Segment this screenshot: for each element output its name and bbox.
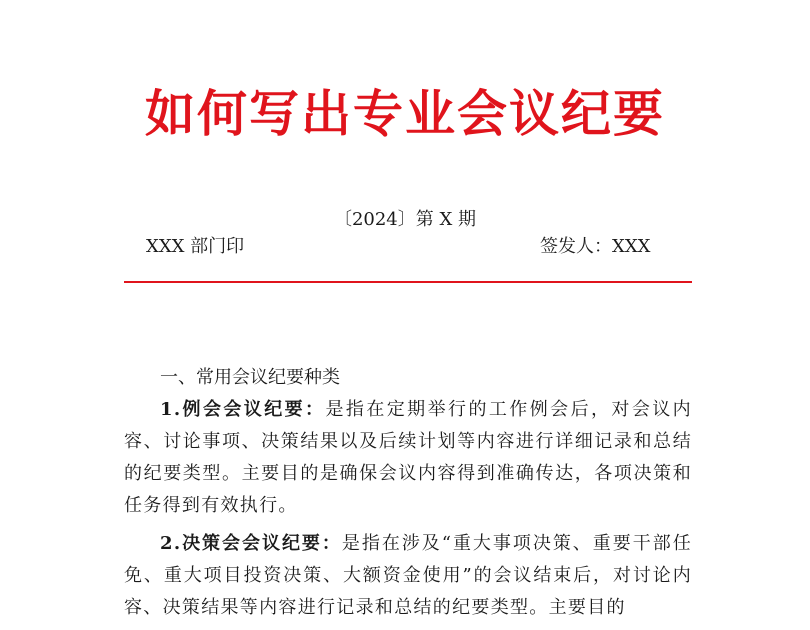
paragraph-lead: 1.例会会议纪要： [160,399,326,420]
section-heading: 一、常用会议纪要种类 [160,367,340,388]
paragraph-lead: 2.决策会会议纪要： [160,533,342,554]
paragraph-text: 是指在涉及“重大事项决策、重要干部任免、重大项目投资决策、大额资金使用”的会议结束后，对讨论内容、决策结果等内容进行记录和总结的纪要类型。主要目的 [124,533,692,618]
issuer-department: XXX 部门印 [146,236,245,257]
document-title: 如何写出专业会议纪要 [145,84,665,143]
issue-number: 〔2024〕第 X 期 [333,209,477,230]
paragraph-decision-meeting [124,528,692,624]
paragraph-regular-meeting [124,394,692,522]
signer: 签发人：XXX [540,236,651,257]
paragraph-text: 是指在定期举行的工作例会后，对会议内容、讨论事项、决策结果以及后续计划等内容进行详细记录和总结的纪要类型。主要目的是确保会议内容得到准确传达，各项决策和任务得到有效执行。 [124,399,692,516]
red-divider-rule [124,281,692,283]
document-body [124,362,692,630]
